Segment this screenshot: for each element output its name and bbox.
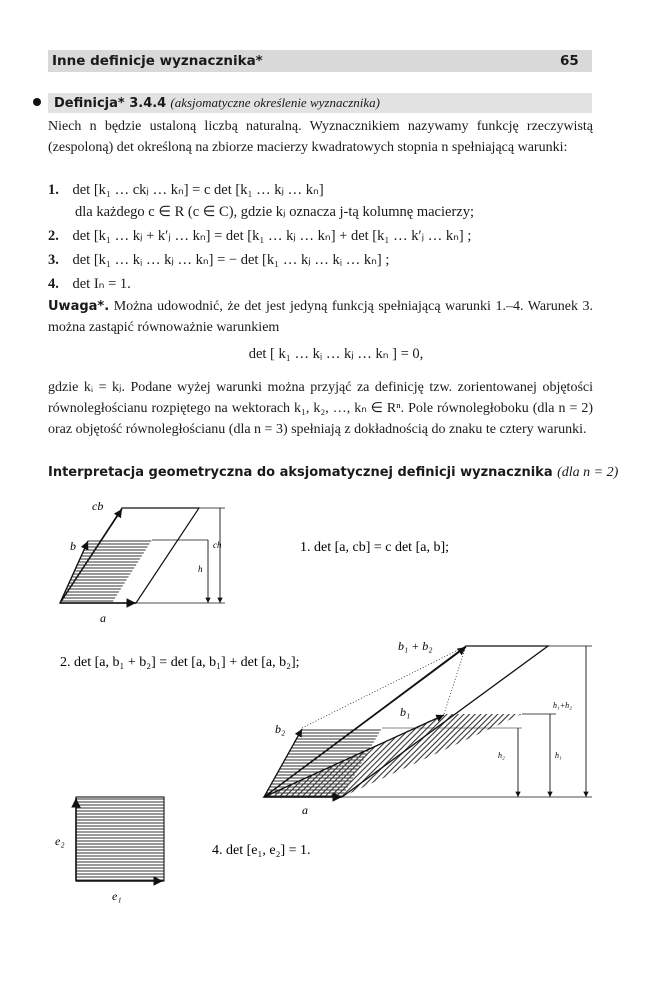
interpretation-suffix: (dla n = 2) [557,465,619,480]
definition-intro: Niech n będzie ustaloną liczbą naturalną. Wyznacznikiem nazywamy funkcję rzeczywistą (zespoloną) det określoną na zbiorze macierzy kwadratowych stopnia n spełniającą warunki: [48,119,593,155]
fig2-label-a: a [302,803,308,817]
remark-text-2: gdzie kᵢ = kⱼ. Podane wyżej warunki można przyjąć za definicję tzw. zorientowanej objętości równoległościanu rozpiętego na wektorach k₁, k₂, …, kₙ ∈ Rⁿ. Pole równoległoboku (dla n = 2) oraz objętość równoległościanu (dla n = 3) spełniają z dokładnością do znaku te cztery warunki. [48,380,593,437]
fig1-label-b: b [70,539,76,553]
condition-1: 1. det [k₁ … ckⱼ … kₙ] = c det [k₁ … kⱼ … kₙ] [48,182,324,198]
fig2-label-h1: h₁ [555,751,562,760]
remark-text-1: Można udowodnić, że det jest jedyną funkcją spełniającą warunki 1.–4. Warunek 3. można zastąpić równoważnie warunkiem [48,299,593,335]
fig2-label-h1h2: h₁+h₂ [553,701,572,710]
fig2-formula: 2. det [a, b₁ + b₂] = det [a, b₁] + det [a, b₂]; [60,655,300,670]
fig2-label-sum: b₁ + b₂ [398,639,433,653]
fig1-label-cb: cb [92,499,104,513]
figure-1 [60,499,449,625]
condition-2: 2. det [k₁ … kⱼ + k′ⱼ … kₙ] = det [k₁ … kⱼ … kₙ] + det [k₁ … k′ⱼ … kₙ] ; [48,228,472,244]
remark-label: Uwaga*. [48,299,110,314]
fig1-label-a: a [100,611,106,625]
condition-1-note: dla każdego c ∈ R (c ∈ C), gdzie kⱼ oznacza j-tą kolumnę macierzy; [75,204,474,220]
figure-4 [55,797,311,903]
fig2-label-b1: b₁ [400,705,411,719]
remark-formula: det [ k₁ … kᵢ … kⱼ … kₙ ] = 0, [248,346,424,362]
definition-subtitle: (aksjomatyczne określenie wyznacznika) [170,95,380,110]
fig1-label-ch: ch [213,540,222,550]
fig2-label-b2: b₂ [275,722,286,736]
fig1-label-h: h [198,564,203,574]
figure-2 [60,639,592,817]
condition-3: 3. det [k₁ … kᵢ … kⱼ … kₙ] = − det [k₁ … kⱼ … kᵢ … kₙ] ; [48,252,390,268]
fig4-unit-square [76,797,164,881]
fig4-formula: 4. det [e₁, e₂] = 1. [212,843,311,858]
definition-label: Definicja* 3.4.4 [54,96,167,111]
interpretation-title: Interpretacja geometryczna do aksjomatycznej definicji wyznacznika [48,465,553,480]
running-title: Inne definicje wyznacznika* [52,53,263,69]
fig2-label-h2: h₂ [498,751,505,760]
fig1-formula: 1. det [a, cb] = c det [a, b]; [300,540,449,555]
fig4-label-e2: e₂ [55,834,65,848]
fig4-label-e1: e₁ [112,889,122,903]
page-number: 65 [560,53,579,69]
condition-4: 4. det Iₙ = 1. [48,276,131,292]
